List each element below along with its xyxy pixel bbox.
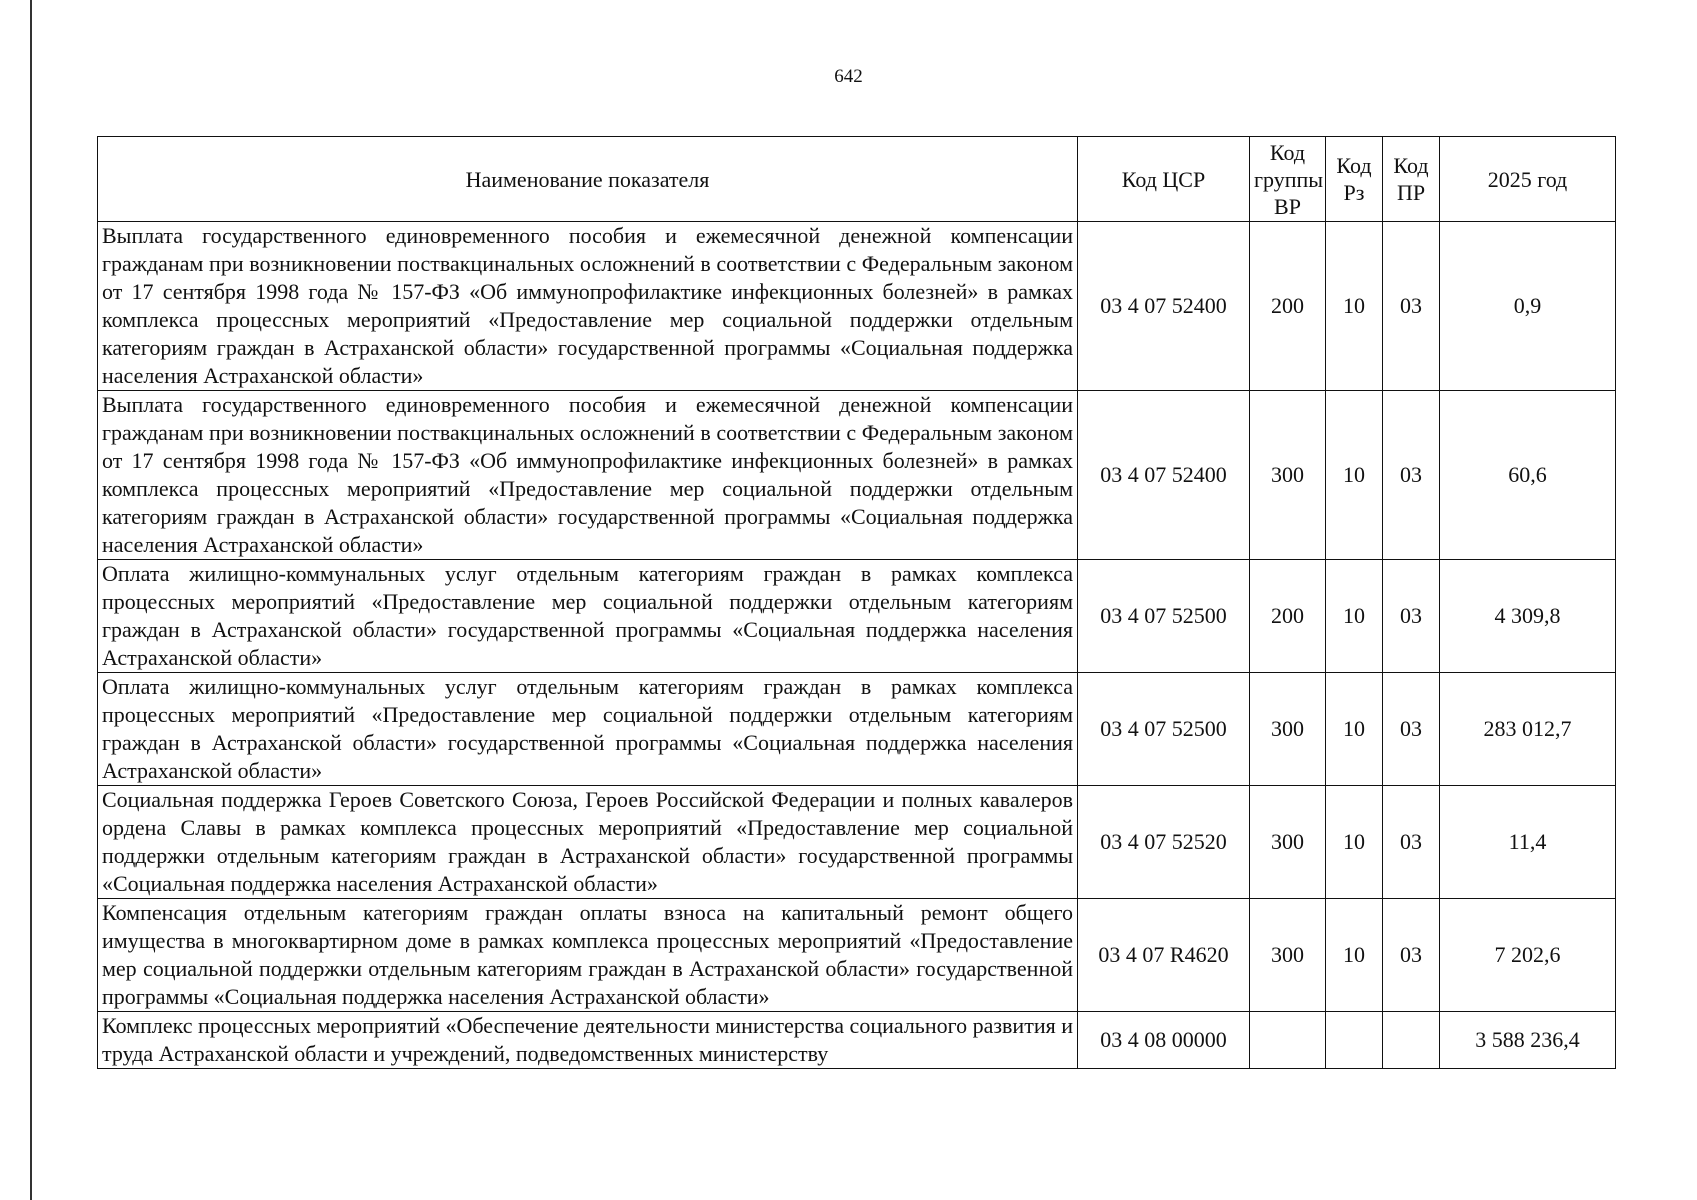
header-vr: Код группы ВР — [1250, 137, 1326, 222]
header-name: Наименование показателя — [98, 137, 1078, 222]
row-vr: 300 — [1250, 786, 1326, 899]
row-pr: 03 — [1383, 391, 1440, 560]
row-pr: 03 — [1383, 673, 1440, 786]
row-year: 0,9 — [1440, 222, 1616, 391]
budget-table — [97, 136, 1616, 1069]
row-rz: 10 — [1326, 560, 1383, 673]
binding-margin-line — [30, 0, 32, 1200]
row-vr: 300 — [1250, 899, 1326, 1012]
row-csr: 03 4 07 52520 — [1078, 786, 1250, 899]
row-vr — [1250, 1012, 1326, 1069]
row-year: 11,4 — [1440, 786, 1616, 899]
row-rz — [1326, 1012, 1383, 1069]
header-rz: Код Рз — [1326, 137, 1383, 222]
row-year: 60,6 — [1440, 391, 1616, 560]
row-pr: 03 — [1383, 899, 1440, 1012]
row-rz: 10 — [1326, 673, 1383, 786]
row-csr: 03 4 08 00000 — [1078, 1012, 1250, 1069]
header-pr: Код ПР — [1383, 137, 1440, 222]
row-rz: 10 — [1326, 899, 1383, 1012]
row-pr — [1383, 1012, 1440, 1069]
header-year: 2025 год — [1440, 137, 1616, 222]
row-year: 4 309,8 — [1440, 560, 1616, 673]
table-row — [98, 899, 1616, 1012]
row-rz: 10 — [1326, 222, 1383, 391]
row-name: Комплекс процессных мероприятий «Обеспечение деятельности министерства социального развития и труда Астраханской области и учреждений, подведомственных министерству — [98, 1012, 1078, 1069]
row-csr: 03 4 07 52400 — [1078, 222, 1250, 391]
header-csr: Код ЦСР — [1078, 137, 1250, 222]
row-vr: 200 — [1250, 222, 1326, 391]
row-name: Выплата государственного единовременного пособия и ежемесячной денежной компенсации гражданам при возникновении поствакцинальных осложнений в соответствии с Федеральным законом от 17 сентября 1998 года № 157-ФЗ «Об иммунопрофилактике инфекционных болезней» в рамках комплекса процессных мероприятий «Предоставление мер социальной поддержки отдельным категориям граждан в Астраханской области» государственной программы «Социальная поддержка населения Астраханской области» — [98, 391, 1078, 560]
row-csr: 03 4 07 52500 — [1078, 673, 1250, 786]
table-row — [98, 786, 1616, 899]
row-name: Оплата жилищно-коммунальных услуг отдельным категориям граждан в рамках комплекса процессных мероприятий «Предоставление мер социальной поддержки отдельным категориям граждан в Астраханской области» государственной программы «Социальная поддержка населения Астраханской области» — [98, 560, 1078, 673]
row-pr: 03 — [1383, 786, 1440, 899]
row-name: Компенсация отдельным категориям граждан оплаты взноса на капитальный ремонт общего имущества в многоквартирном доме в рамках комплекса процессных мероприятий «Предоставление мер социальной поддержки отдельным категориям граждан в Астраханской области» государственной программы «Социальная поддержка населения Астраханской области» — [98, 899, 1078, 1012]
table-header-row — [98, 137, 1616, 222]
row-vr: 200 — [1250, 560, 1326, 673]
row-year: 3 588 236,4 — [1440, 1012, 1616, 1069]
row-year: 7 202,6 — [1440, 899, 1616, 1012]
table-row — [98, 673, 1616, 786]
row-rz: 10 — [1326, 786, 1383, 899]
row-name: Выплата государственного единовременного пособия и ежемесячной денежной компенсации гражданам при возникновении поствакцинальных осложнений в соответствии с Федеральным законом от 17 сентября 1998 года № 157-ФЗ «Об иммунопрофилактике инфекционных болезней» в рамках комплекса процессных мероприятий «Предоставление мер социальной поддержки отдельным категориям граждан в Астраханской области» государственной программы «Социальная поддержка населения Астраханской области» — [98, 222, 1078, 391]
row-name: Оплата жилищно-коммунальных услуг отдельным категориям граждан в рамках комплекса процессных мероприятий «Предоставление мер социальной поддержки отдельным категориям граждан в Астраханской области» государственной программы «Социальная поддержка населения Астраханской области» — [98, 673, 1078, 786]
row-vr: 300 — [1250, 391, 1326, 560]
row-vr: 300 — [1250, 673, 1326, 786]
row-csr: 03 4 07 52400 — [1078, 391, 1250, 560]
row-year: 283 012,7 — [1440, 673, 1616, 786]
page-number: 642 — [834, 66, 863, 87]
row-pr: 03 — [1383, 560, 1440, 673]
table-row — [98, 391, 1616, 560]
table-row — [98, 1012, 1616, 1069]
row-name: Социальная поддержка Героев Советского Союза, Героев Российской Федерации и полных кавалеров ордена Славы в рамках комплекса процессных мероприятий «Предоставление мер социальной поддержки отдельным категориям граждан в Астраханской области» государственной программы «Социальная поддержка населения Астраханской области» — [98, 786, 1078, 899]
table-row — [98, 560, 1616, 673]
row-csr: 03 4 07 52500 — [1078, 560, 1250, 673]
row-csr: 03 4 07 R4620 — [1078, 899, 1250, 1012]
row-pr: 03 — [1383, 222, 1440, 391]
row-rz: 10 — [1326, 391, 1383, 560]
table-row — [98, 222, 1616, 391]
